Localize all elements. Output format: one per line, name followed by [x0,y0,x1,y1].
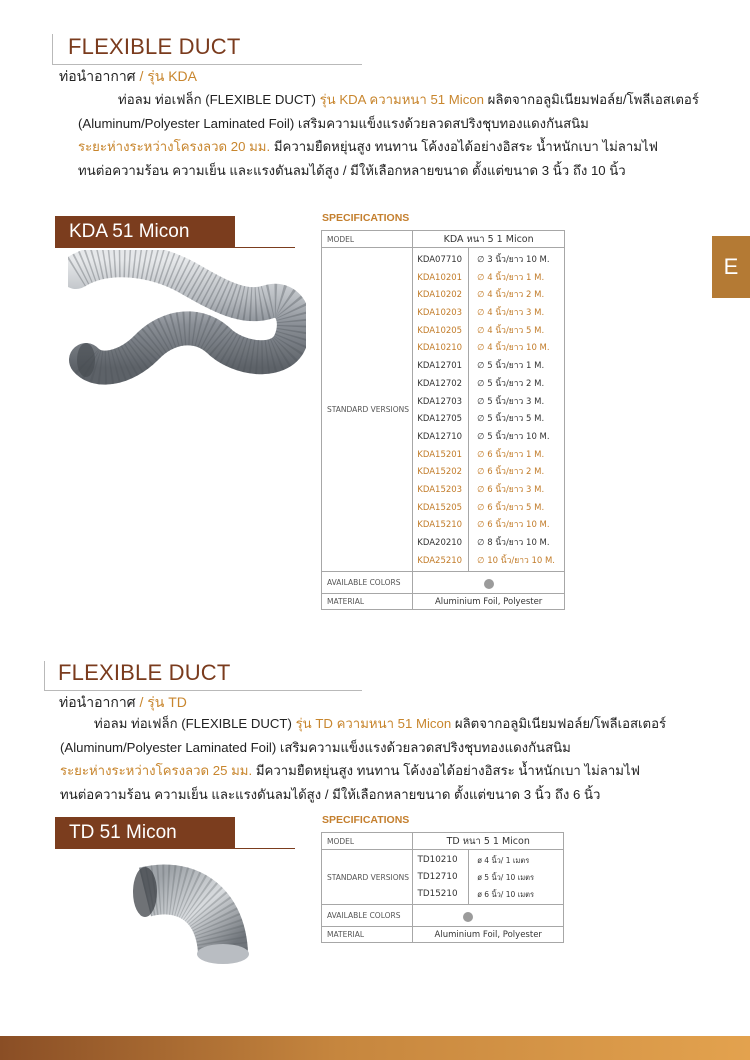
section1-description [78,88,699,182]
model-code: TD15210 [417,889,458,899]
model-code: KDA07710 [417,255,463,265]
corner-horizontal-2 [44,690,362,691]
model-size: ∅ 6 นิ้ว/ยาว 1 M. [477,449,545,460]
section2-subtitle-model: / รุ่น TD [139,694,187,710]
spec1-material-value: Aluminium Foil, Polyester [413,594,565,610]
model-size: ∅ 4 นิ้ว/ยาว 5 M. [477,325,545,336]
s1-desc-line4: ทนต่อความร้อน ความเย็น และแรงดันลมได้สูง / มีให้เลือกหลายขนาด ตั้งแต่ขนาด 3 นิ้ว ถึง 10 นิ้ว [78,162,626,178]
model-size: ø 6 นิ้ว/ 10 เมตร [477,890,535,899]
section2-title: FLEXIBLE DUCT [58,660,231,685]
model-code: KDA12705 [417,414,463,425]
spec2-material-value: Aluminium Foil, Polyester [413,927,564,943]
section2-description [60,712,666,806]
corner-vertical-1 [52,34,53,64]
footer-gradient-bar [0,1036,750,1060]
spec2-colors-label: AVAILABLE COLORS [322,905,413,927]
corner-vertical-2 [44,661,45,691]
spec2-model-value: TD หนา 5 1 Micon [413,833,564,850]
s2-desc-line3a: ระยะห่างระหว่างโครงลวด 25 มม. [60,763,253,778]
spec1-model-row [322,231,565,248]
spec1-standard-label: STANDARD VERSIONS [322,248,413,572]
spec1-material-label: MATERIAL [322,594,413,610]
section1-spec-heading: SPECIFICATIONS [322,212,410,224]
s1-desc-line3a: ระยะห่างระหว่างโครงลวด 20 มม. [78,139,271,154]
model-code: KDA12702 [417,378,463,389]
model-size: ∅ 8 นิ้ว/ยาว 10 M. [477,538,550,548]
section1-subtitle-prefix: ท่อนำอากาศ [59,68,136,84]
model-size: ∅ 5 นิ้ว/ยาว 1 M. [477,361,545,372]
grey-color-swatch [484,579,494,589]
model-code: KDA25210 [417,555,463,566]
model-size: ø 5 นิ้ว/ 10 เมตร [477,873,535,882]
section2-subtitle-prefix: ท่อนำอากาศ [59,694,136,710]
s2-desc-line1b: รุ่น TD ความหนา 51 Micon [295,716,452,731]
model-size: ∅ 4 นิ้ว/ยาว 2 M. [477,290,545,301]
spec1-material-row [322,594,565,610]
spec2-versions-row [322,850,564,905]
td-spec-table [321,832,564,943]
s1-desc-line1c: ผลิตจากอลูมิเนียมฟอล์ย/โพลีเอสเตอร์ [487,92,699,107]
spec1-code-column [413,248,469,572]
model-size: ∅ 6 นิ้ว/ยาว 10 M. [477,520,550,531]
spec2-standard-label: STANDARD VERSIONS [322,850,413,905]
model-code: KDA10205 [417,325,463,336]
model-size: ∅ 4 นิ้ว/ยาว 3 M. [477,308,545,319]
spec1-colors-row [322,572,565,594]
spec2-size-column [469,850,564,905]
spec2-color-swatch-cell [413,905,564,927]
section1-product-label: KDA 51 Micon [55,216,235,248]
spec2-material-row [322,927,564,943]
section2-product-label: TD 51 Micon [55,817,235,849]
spec2-colors-row [322,905,564,927]
model-size: ∅ 10 นิ้ว/ยาว 10 M. [477,555,555,566]
model-code: KDA15210 [417,520,463,531]
spec2-model-label: MODEL [322,833,413,850]
model-code: KDA20210 [417,538,463,548]
model-code: KDA15203 [417,484,463,495]
model-code: KDA15202 [417,467,463,478]
model-code: KDA10201 [417,272,463,283]
section1-subtitle [59,66,197,88]
spec1-model-label: MODEL [322,231,413,248]
section-tab-e[interactable]: E [712,236,750,298]
s2-desc-line1a: ท่อลม ท่อเฟล็ก (FLEXIBLE DUCT) [94,716,292,731]
model-code: KDA12703 [417,396,463,407]
model-size: ∅ 5 นิ้ว/ยาว 10 M. [477,431,550,442]
model-code: KDA12701 [417,361,463,372]
section2-label-underline [55,848,295,849]
s1-desc-line3b: มีความยืดหยุ่นสูง ทนทาน โค้งงอได้อย่างอิสระ น้ำหนักเบา ไม่ลามไฟ [273,139,658,154]
model-code: KDA10210 [417,343,463,354]
corner-horizontal-1 [52,64,362,65]
model-size: ∅ 3 นิ้ว/ยาว 10 M. [477,255,550,265]
spec2-material-label: MATERIAL [322,927,413,943]
model-size: ∅ 5 นิ้ว/ยาว 2 M. [477,378,545,389]
td-duct-image [125,852,260,977]
model-code: TD10210 [417,855,458,865]
model-size: ∅ 6 นิ้ว/ยาว 5 M. [477,502,545,513]
section1-subtitle-model: / รุ่น KDA [139,68,197,84]
kda-duct-image [68,250,306,400]
s1-desc-line1b: รุ่น KDA ความหนา 51 Micon [319,92,484,107]
s1-desc-line2: (Aluminum/Polyester Laminated Foil) เสริมความแข็งแรงด้วยลวดสปริงชุบทองแดงกันสนิม [78,115,589,131]
s2-desc-line4: ทนต่อความร้อน ความเย็น และแรงดันลมได้สูง / มีให้เลือกหลายขนาด ตั้งแต่ขนาด 3 นิ้ว ถึง 6 นิ้ว [60,786,601,802]
model-code: KDA15205 [417,502,463,513]
spec1-model-value: KDA หนา 5 1 Micon [413,231,565,248]
model-code: KDA10203 [417,308,463,319]
section1-label-underline [55,247,295,248]
model-size: ∅ 5 นิ้ว/ยาว 5 M. [477,414,545,425]
model-code: TD12710 [417,872,458,882]
section2-subtitle [59,692,187,714]
spec1-versions-row [322,248,565,572]
spec1-colors-label: AVAILABLE COLORS [322,572,413,594]
model-code: KDA15201 [417,449,463,460]
model-size: ∅ 6 นิ้ว/ยาว 3 M. [477,484,545,495]
spec1-size-column [469,248,565,572]
model-size: ∅ 6 นิ้ว/ยาว 2 M. [477,467,545,478]
model-size: ∅ 4 นิ้ว/ยาว 10 M. [477,343,550,354]
spec2-code-column [413,850,469,905]
kda-spec-table [321,230,565,610]
grey-color-swatch [463,912,473,922]
s2-desc-line2: (Aluminum/Polyester Laminated Foil) เสริมความแข็งแรงด้วยลวดสปริงชุบทองแดงกันสนิม [60,739,571,755]
s2-desc-line1c: ผลิตจากอลูมิเนียมฟอล์ย/โพลีเอสเตอร์ [454,716,667,731]
s2-desc-line3b: มีความยืดหยุ่นสูง ทนทาน โค้งงอได้อย่างอิสระ น้ำหนักเบา ไม่ลามไฟ [255,763,640,778]
model-size: ∅ 4 นิ้ว/ยาว 1 M. [477,272,545,283]
model-size: ø 4 นิ้ว/ 1 เมตร [477,856,530,865]
spec2-model-row [322,833,564,850]
section2-spec-heading: SPECIFICATIONS [322,814,410,826]
model-size: ∅ 5 นิ้ว/ยาว 3 M. [477,396,545,407]
section1-title: FLEXIBLE DUCT [68,34,241,59]
model-code: KDA12710 [417,431,463,442]
s1-desc-line1a: ท่อลม ท่อเฟล็ก (FLEXIBLE DUCT) [118,92,316,107]
model-code: KDA10202 [417,290,463,301]
spec1-color-swatch-cell [413,572,565,594]
